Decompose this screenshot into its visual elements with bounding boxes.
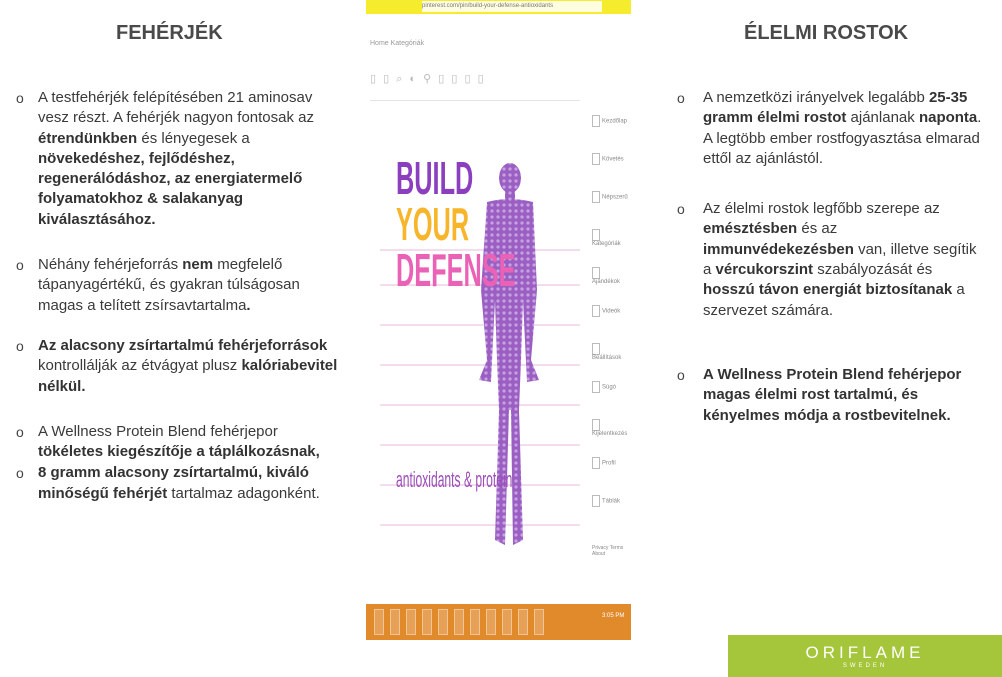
- text-bold: nem: [182, 256, 214, 274]
- text: A testfehérjék felépítésében 21 aminosav vesz részt. A fehérjék nagyon fontosak az: [38, 89, 314, 127]
- left-bullet-1: [16, 88, 346, 230]
- sidebar-item[interactable]: [592, 267, 628, 305]
- sidebar-item-icon: [592, 229, 600, 241]
- sidebar-item[interactable]: [592, 153, 628, 191]
- text: szabályozását és: [813, 261, 933, 279]
- sidebar-item-label: Súgó: [602, 384, 617, 391]
- logo-name: ORIFLAME: [805, 643, 925, 662]
- text-bold: .: [246, 296, 251, 314]
- sidebar-item[interactable]: [592, 381, 628, 419]
- poster-line-1: BUILD: [396, 152, 474, 204]
- text-bold: 8 gramm alacsony zsírtartalmú, kiváló minőségű fehérjét: [38, 464, 309, 502]
- text: tartalmaz adagonként.: [167, 484, 320, 502]
- taskbar-app-icon[interactable]: [374, 609, 384, 635]
- right-bullet-3: [677, 365, 982, 426]
- sidebar-item-label: Népszerű: [602, 194, 628, 201]
- sidebar-item[interactable]: [592, 343, 628, 381]
- text-bold: naponta: [918, 109, 978, 127]
- browser-address-bar[interactable]: [366, 0, 631, 14]
- sidebar-item-icon: [592, 305, 600, 317]
- text-bold: vércukorszint: [715, 261, 814, 279]
- taskbar-app-icon[interactable]: [518, 609, 528, 635]
- sidebar-item-label: Kezdőlap: [602, 118, 628, 125]
- left-bullet-4: [16, 422, 346, 463]
- url-text[interactable]: pinterest.com/pin/build-your-defense-antioxidants: [422, 1, 602, 12]
- sidebar-item[interactable]: [592, 457, 628, 495]
- text: . A legtöbb ember rostfogyasztása elmarad ettől az ajánlástól.: [703, 109, 982, 167]
- right-bullet-1: [677, 88, 982, 169]
- sidebar-item-icon: [592, 343, 600, 355]
- sidebar-item-icon: [592, 153, 600, 165]
- text: ajánlanak: [846, 109, 919, 127]
- taskbar-app-icon[interactable]: [422, 609, 432, 635]
- sidebar-item[interactable]: [592, 191, 628, 229]
- text-bold: Az alacsony zsírtartalmú fehérjeforrások: [38, 336, 328, 354]
- site-sidebar: [592, 115, 628, 533]
- taskbar-app-icon[interactable]: [534, 609, 544, 635]
- sidebar-item[interactable]: [592, 115, 628, 153]
- text: és lényegesek a: [137, 129, 250, 147]
- taskbar-app-icon[interactable]: [502, 609, 512, 635]
- sidebar-item-label: Kategóriák: [592, 241, 621, 247]
- text-bold: növekedéshez, fejlődéshez, regenerálódáshoz, az energiatermelő folyamatokhoz & salakanyag kiválasztásához.: [38, 149, 303, 228]
- text-bold: hosszú távon energiát biztosítanak: [703, 281, 953, 299]
- text: kontrollálják az étvágyat plusz: [38, 357, 242, 375]
- taskbar-clock: 3:05 PM: [602, 613, 625, 619]
- logo-tagline: SWEDEN: [842, 663, 888, 669]
- left-bullet-2: [16, 255, 346, 316]
- site-toolbar: ▯ ▯ ⌕ ◐ ⚲ ▯ ▯ ▯ ▯: [370, 73, 486, 85]
- sidebar-item[interactable]: [592, 495, 628, 533]
- poster-line-3: DEFENSE: [396, 244, 516, 296]
- sidebar-item[interactable]: [592, 419, 628, 457]
- sidebar-item-icon: [592, 267, 600, 279]
- poster-headline: [396, 152, 516, 296]
- sidebar-item-icon: [592, 457, 600, 469]
- text: a szervezet számára.: [703, 281, 965, 319]
- taskbar-app-icon[interactable]: [390, 609, 400, 635]
- sidebar-item[interactable]: [592, 229, 628, 267]
- divider: [370, 100, 580, 101]
- sidebar-item-icon: [592, 191, 600, 203]
- left-column: [16, 88, 346, 504]
- sidebar-footer-note: Privacy Terms About: [592, 545, 624, 557]
- text: A nemzetközi irányelvek legalább: [703, 89, 929, 106]
- sidebar-item-icon: [592, 495, 600, 507]
- sidebar-item-icon: [592, 381, 600, 393]
- text: Az élelmi rostok legfőbb szerepe az: [703, 200, 940, 218]
- text-bold: kalóriabevitel nélkül.: [38, 357, 338, 395]
- text: megfelelő tápanyagértékű, és gyakran túlságosan magas a telített zsírsavtartalma: [38, 256, 300, 314]
- text-bold: 25-35 gramm élelmi rostot: [703, 89, 968, 127]
- taskbar-app-icon[interactable]: [470, 609, 480, 635]
- right-column: [677, 88, 982, 426]
- sidebar-item-label: Kijelentkezés: [592, 431, 628, 437]
- sidebar-item-label: Profil: [602, 460, 616, 467]
- taskbar-app-icon[interactable]: [454, 609, 464, 635]
- taskbar-app-icon[interactable]: [406, 609, 416, 635]
- right-heading: ÉLELMI ROSTOK: [744, 22, 909, 44]
- poster: [396, 152, 566, 550]
- text-bold: étrendünkben: [38, 129, 138, 147]
- left-heading: FEHÉRJÉK: [116, 22, 223, 44]
- taskbar-app-icon[interactable]: [438, 609, 448, 635]
- text: Néhány fehérjeforrás: [38, 256, 183, 274]
- windows-taskbar: [366, 604, 631, 640]
- poster-subtitle: antioxidants & protein: [396, 467, 513, 492]
- sidebar-item-label: Követés: [602, 156, 624, 163]
- text: A Wellness Protein Blend fehérjepor: [38, 422, 278, 440]
- text-bold: A Wellness Protein Blend fehérjepor magas élelmi rost tartalmú, és kényelmes módja a rostbevitelnek.: [703, 365, 962, 424]
- sidebar-item-label: Beállítások: [592, 355, 622, 361]
- text-bold: immunvédekezésben: [703, 240, 854, 258]
- taskbar-app-icon[interactable]: [486, 609, 496, 635]
- sidebar-item-label: Videók: [602, 308, 621, 315]
- text-bold: emésztésben: [703, 220, 798, 238]
- text: és az: [797, 220, 838, 238]
- text: van, illetve segítik a: [703, 240, 977, 279]
- sidebar-item-icon: [592, 419, 600, 431]
- poster-line-2: YOUR: [396, 198, 470, 250]
- left-bullet-5: [16, 463, 346, 504]
- left-bullet-3: [16, 336, 346, 397]
- right-bullet-2: [677, 199, 982, 321]
- sidebar-item-icon: [592, 115, 600, 127]
- sidebar-item-label: Ajándékok: [592, 279, 621, 285]
- oriflame-logo: [728, 635, 1002, 677]
- sidebar-item[interactable]: [592, 305, 628, 343]
- text-bold: tökéletes kiegészítője a táplálkozásnak,: [38, 443, 320, 461]
- sidebar-item-label: Táblák: [602, 498, 621, 505]
- site-nav[interactable]: Home Kategóriák: [370, 40, 425, 47]
